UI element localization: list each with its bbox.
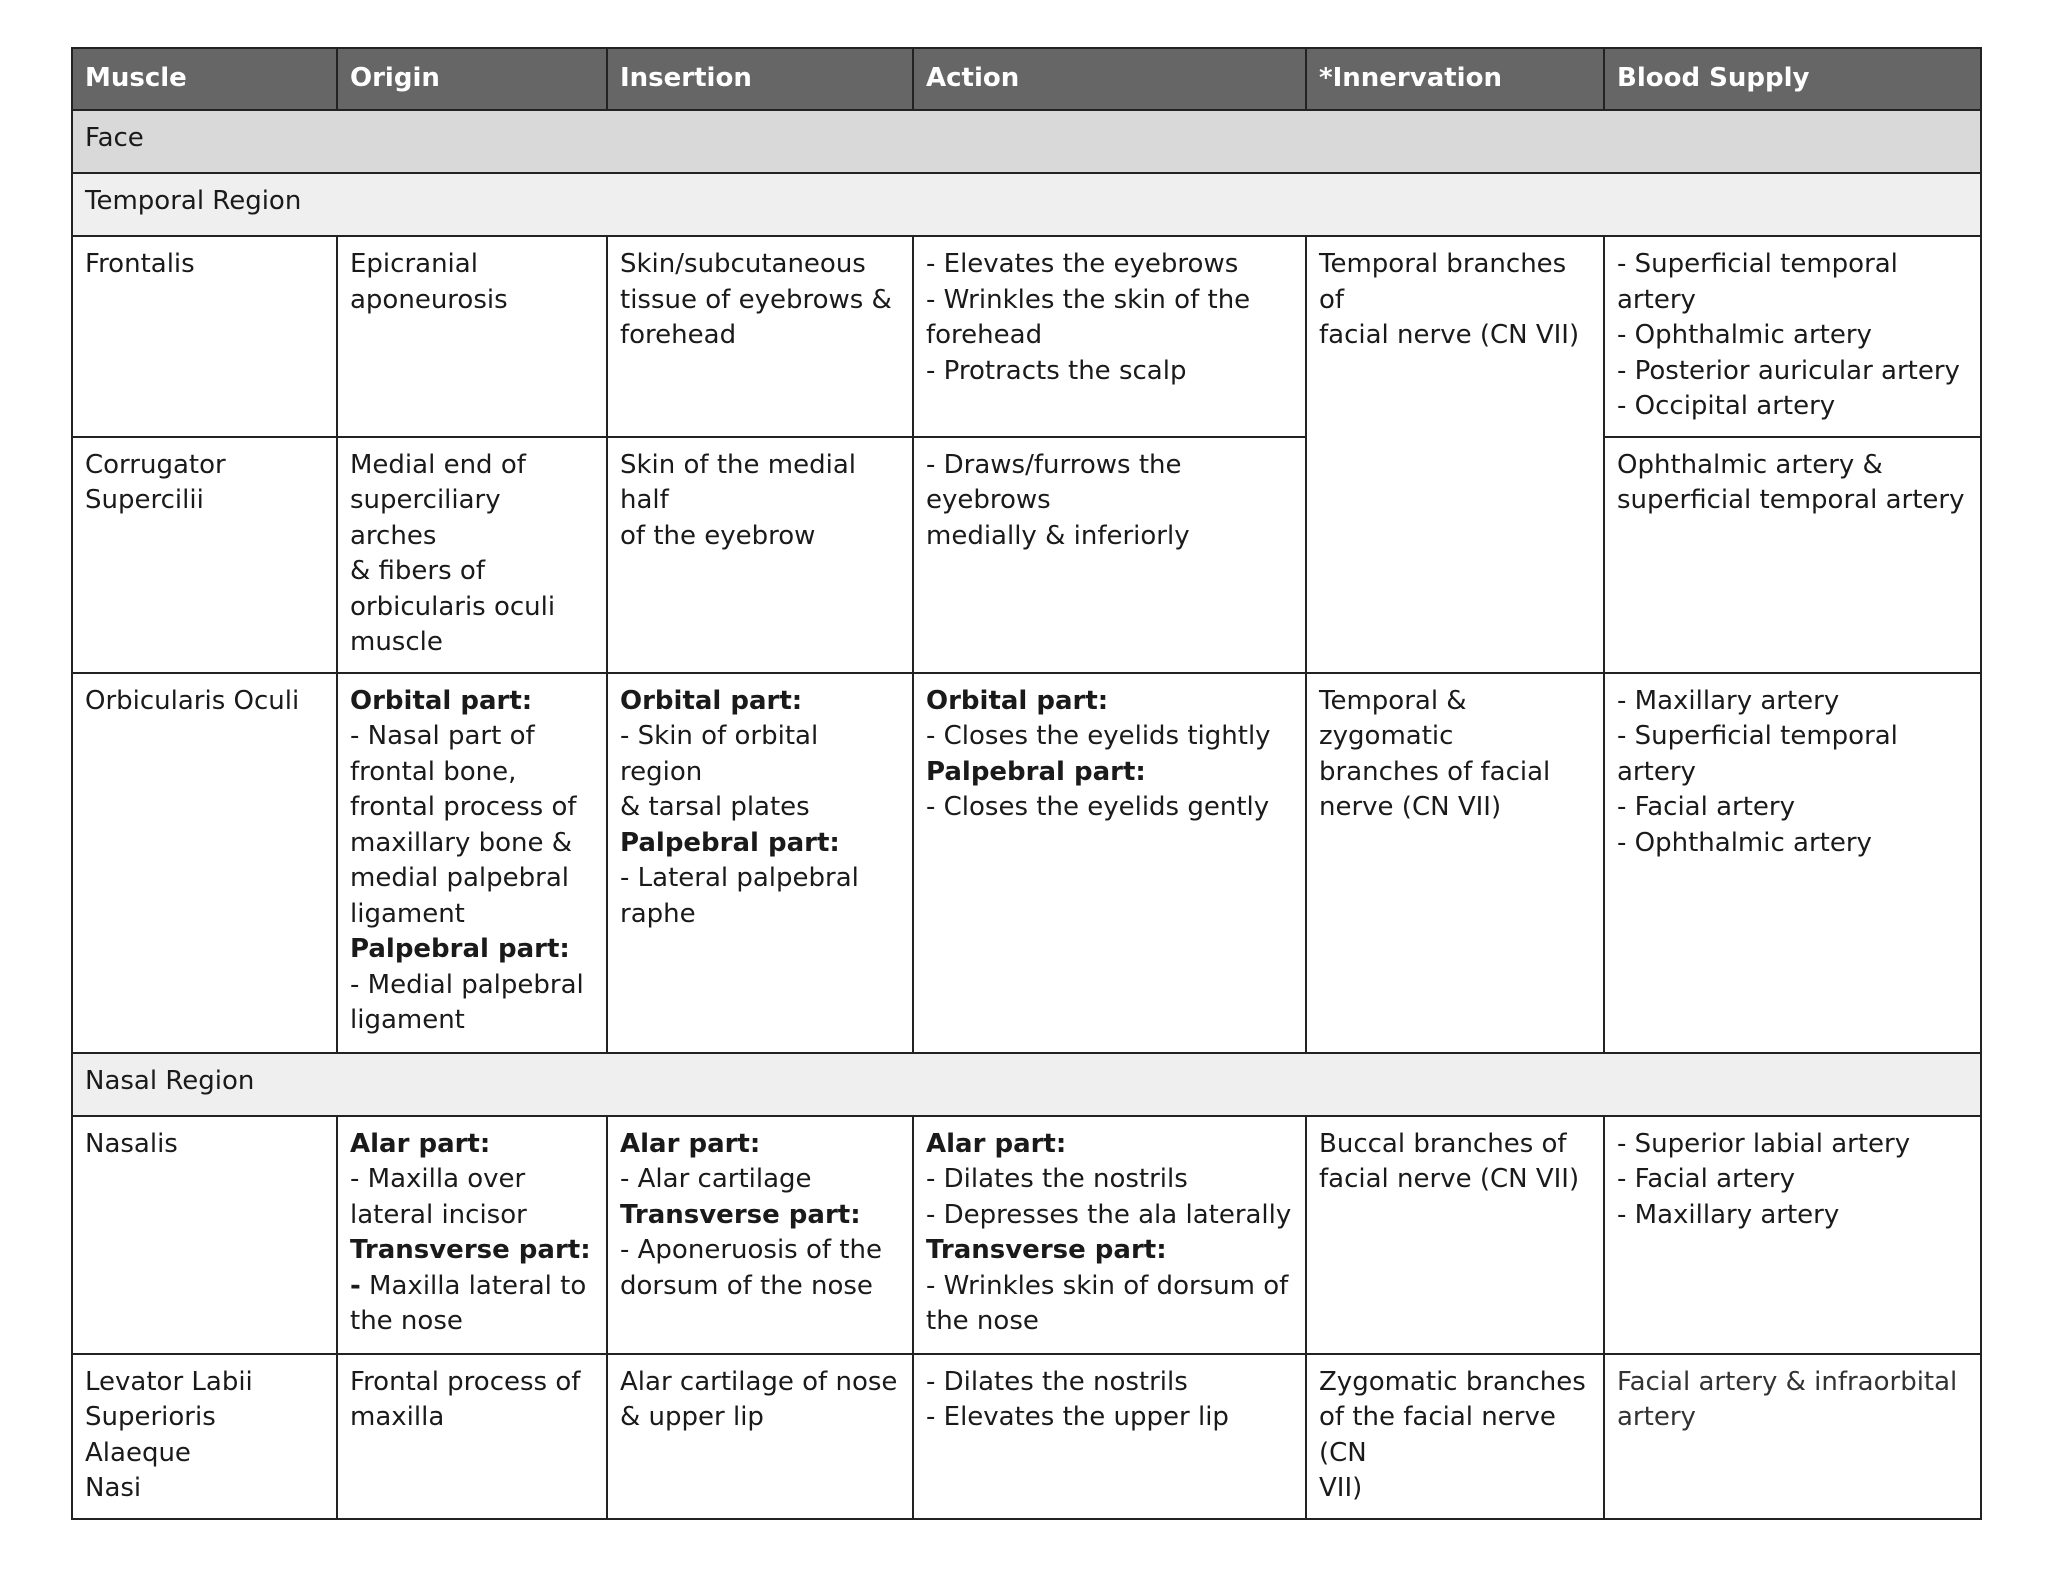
blood-supply-cell: Ophthalmic artery & superficial temporal artery [1604,437,1981,673]
muscle-cell: Nasalis [72,1116,337,1354]
table-row [72,236,1981,437]
innervation-cell: Temporal & zygomatic branches of facial nerve (CN VII) [1306,673,1604,1053]
header-innervation: *Innervation [1306,48,1604,110]
header-blood-supply: Blood Supply [1604,48,1981,110]
part-label: Orbital part: [350,685,533,716]
insertion-cell: Alar cartilage of nose & upper lip [607,1354,913,1519]
header-origin: Origin [337,48,607,110]
blood-supply-cell: - Superior labial artery - Facial artery - Maxillary artery [1604,1116,1981,1354]
innervation-cell: Zygomatic branches of the facial nerve (CN VII) [1306,1354,1604,1519]
part-label: Transverse part: [926,1235,1167,1265]
part-text: - Alar cartilage [620,1164,812,1194]
part-text: - Wrinkles skin of dorsum of the nose [926,1270,1289,1336]
part-label: Palpebral part: [926,756,1146,787]
insertion-cell: Skin of the medial half of the eyebrow [607,437,913,673]
subsection-row [72,1053,1981,1116]
insertion-cell: Skin/subcutaneous tissue of eyebrows & forehead [607,236,913,437]
section-face: Face [72,110,1981,173]
muscle-table [71,47,1982,1520]
insertion-cell [607,673,913,1053]
muscle-cell: Levator Labii Superioris Alaeque Nasi [72,1354,337,1519]
subsection-row [72,173,1981,236]
part-text: - Aponeruosis of the dorsum of the nose [620,1235,882,1301]
table-row [72,1116,1981,1354]
part-label: Orbital part: [926,685,1109,716]
action-cell [913,1116,1306,1354]
header-row [72,48,1981,110]
action-cell: - Dilates the nostrils - Elevates the upper lip [913,1354,1306,1519]
blood-supply-cell: Facial artery & infraorbital artery [1604,1354,1981,1519]
header-action: Action [913,48,1306,110]
table-row [72,437,1981,673]
action-cell: - Draws/furrows the eyebrows medially & inferiorly [913,437,1306,673]
part-dash: - [350,1270,361,1301]
part-text: - Closes the eyelids tightly [926,721,1271,751]
part-text: - Maxilla over lateral incisor [350,1164,527,1230]
origin-cell [337,1116,607,1354]
muscle-cell: Frontalis [72,236,337,437]
table-row [72,673,1981,1053]
action-cell: - Elevates the eyebrows - Wrinkles the skin of the forehead - Protracts the scalp [913,236,1306,437]
subsection-temporal-region: Temporal Region [72,173,1981,236]
part-label: Alar part: [926,1128,1067,1159]
part-text: - Dilates the nostrils - Depresses the ala laterally [926,1164,1292,1230]
part-text: - Medial palpebral ligament [350,969,584,1035]
part-label: Palpebral part: [350,934,570,964]
part-label: Alar part: [350,1128,491,1159]
subsection-nasal-region: Nasal Region [72,1053,1981,1116]
part-text: - Nasal part of frontal bone, frontal process of maxillary bone & medial palpebral ligament [350,721,577,929]
action-cell [913,673,1306,1053]
part-text: - Skin of orbital region & tarsal plates [620,721,819,822]
blood-supply-cell: - Superficial temporal artery - Ophthalmic artery - Posterior auricular artery - Occipital artery [1604,236,1981,437]
part-text: - Lateral palpebral raphe [620,863,859,929]
part-label: Transverse part: [620,1199,861,1230]
part-label: Palpebral part: [620,827,840,858]
header-insertion: Insertion [607,48,913,110]
innervation-cell: Buccal branches of facial nerve (CN VII) [1306,1116,1604,1354]
part-label: Alar part: [620,1128,761,1159]
muscle-cell: Corrugator Supercilii [72,437,337,673]
origin-cell: Epicranial aponeurosis [337,236,607,437]
part-label: Orbital part: [620,685,803,716]
insertion-cell [607,1116,913,1354]
table-row [72,1354,1981,1519]
header-muscle: Muscle [72,48,337,110]
part-label: Transverse part: [350,1235,591,1265]
section-row [72,110,1981,173]
part-text: Maxilla lateral to the nose [350,1270,587,1336]
muscle-cell: Orbicularis Oculi [72,673,337,1053]
origin-cell: Frontal process of maxilla [337,1354,607,1519]
blood-supply-cell: - Maxillary artery - Superficial temporal artery - Facial artery - Ophthalmic artery [1604,673,1981,1053]
origin-cell: Medial end of superciliary arches & fibers of orbicularis oculi muscle [337,437,607,673]
origin-cell [337,673,607,1053]
part-text: - Closes the eyelids gently [926,792,1270,822]
innervation-cell: Temporal branches of facial nerve (CN VII) [1306,236,1604,673]
